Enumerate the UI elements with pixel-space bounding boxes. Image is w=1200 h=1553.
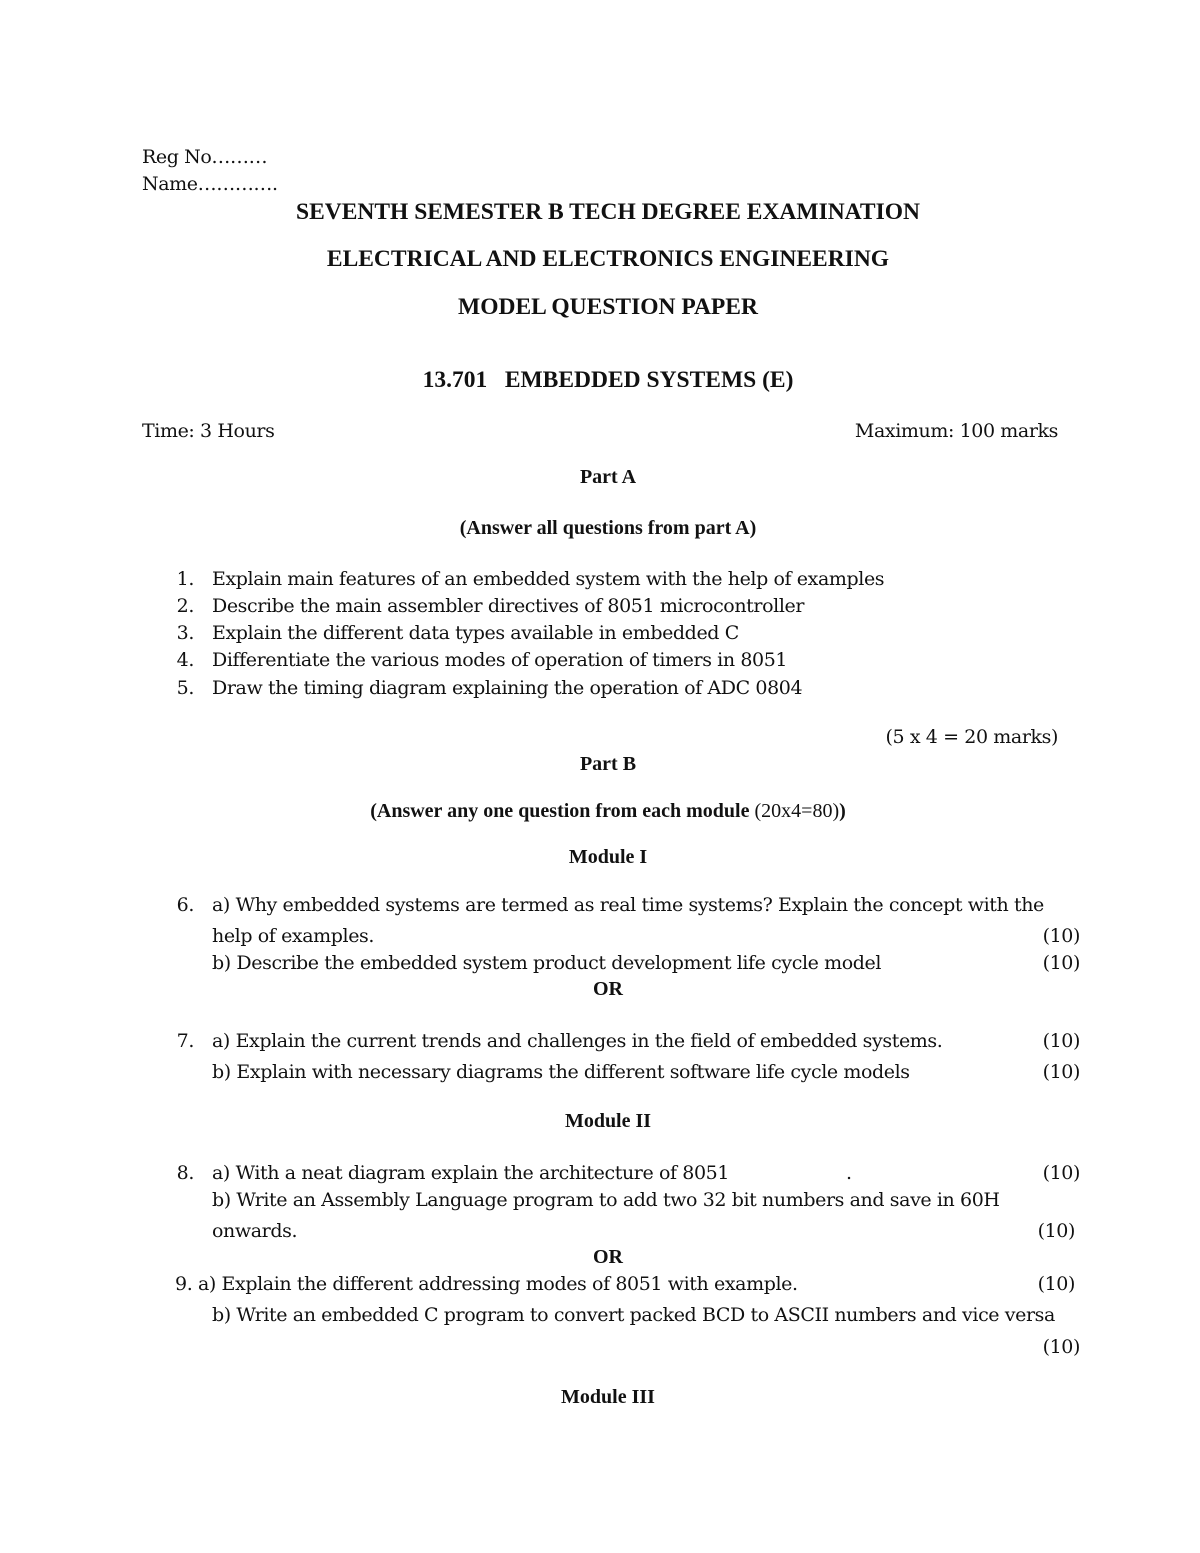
question-number: 7. — [176, 1030, 194, 1052]
question-6a-line1: a) Why embedded systems are termed as real time systems? Explain the concept with the — [212, 894, 1044, 916]
part-b-instruction-text: (Answer any one question from each module — [370, 800, 750, 822]
module-1-title: Module I — [568, 846, 648, 868]
question-8b-line2: onwards. — [212, 1220, 298, 1242]
name-label: Name…………. — [142, 173, 278, 195]
question-7b: b) Explain with necessary diagrams the different software life cycle models — [212, 1061, 910, 1083]
part-b-title: Part B — [579, 753, 637, 775]
question-number: 3. — [176, 622, 194, 644]
question-8b-marks: (10) — [1037, 1220, 1075, 1242]
part-a-marks: (5 x 4 = 20 marks) — [885, 726, 1058, 748]
time-label: Time: 3 Hours — [142, 420, 275, 442]
or-separator: OR — [593, 978, 623, 1000]
question-9a: 9. a) Explain the different addressing modes of 8051 with example. — [175, 1273, 798, 1295]
question-text: Describe the main assembler directives of 8051 microcontroller — [212, 595, 805, 617]
question-8a: a) With a neat diagram explain the architecture of 8051 — [212, 1162, 730, 1184]
part-a-title: Part A — [579, 466, 637, 488]
question-number: 5. — [176, 677, 194, 699]
question-7b-marks: (10) — [1042, 1061, 1080, 1083]
part-b-instruction-close: ) — [839, 800, 846, 822]
question-8b-line1: b) Write an Assembly Language program to add two 32 bit numbers and save in 60H — [212, 1189, 1000, 1211]
reg-no-label: Reg No……… — [142, 146, 268, 168]
question-9b: b) Write an embedded C program to convert packed BCD to ASCII numbers and vice versa — [212, 1304, 1055, 1326]
part-a-instruction: (Answer all questions from part A) — [459, 517, 757, 539]
question-6a-marks: (10) — [1042, 925, 1080, 947]
question-8a-marks: (10) — [1042, 1162, 1080, 1184]
exam-title: SEVENTH SEMESTER B TECH DEGREE EXAMINATION — [296, 199, 920, 225]
question-number: 8. — [176, 1162, 194, 1184]
question-number: 1. — [176, 568, 194, 590]
question-number: 6. — [176, 894, 194, 916]
or-separator: OR — [593, 1246, 623, 1268]
question-text: Draw the timing diagram explaining the operation of ADC 0804 — [212, 677, 803, 699]
question-number: 2. — [176, 595, 194, 617]
max-marks-label: Maximum: 100 marks — [854, 420, 1058, 442]
part-b-instruction-marks: (20x4=80) — [749, 800, 840, 822]
module-3-title: Module III — [561, 1386, 655, 1408]
question-text: Differentiate the various modes of operation of timers in 8051 — [212, 649, 788, 671]
question-6b-marks: (10) — [1042, 952, 1080, 974]
question-text: Explain the different data types available in embedded C — [212, 622, 739, 644]
question-text: Explain main features of an embedded system with the help of examples — [212, 568, 885, 590]
question-6a-line2: help of examples. — [212, 925, 375, 947]
module-2-title: Module II — [564, 1110, 652, 1132]
paper-title: MODEL QUESTION PAPER — [458, 294, 758, 320]
question-7a-marks: (10) — [1042, 1030, 1080, 1052]
course-title: 13.701 EMBEDDED SYSTEMS (E) — [422, 367, 794, 393]
question-6b: b) Describe the embedded system product development life cycle model — [212, 952, 882, 974]
question-7a: a) Explain the current trends and challenges in the field of embedded systems. — [212, 1030, 943, 1052]
question-9b-marks: (10) — [1042, 1336, 1080, 1358]
part-b-instruction — [0, 800, 1200, 823]
question-9a-marks: (10) — [1037, 1273, 1075, 1295]
question-number: 4. — [176, 649, 194, 671]
department-title: ELECTRICAL AND ELECTRONICS ENGINEERING — [326, 246, 890, 272]
question-8a-dot: . — [846, 1162, 852, 1184]
